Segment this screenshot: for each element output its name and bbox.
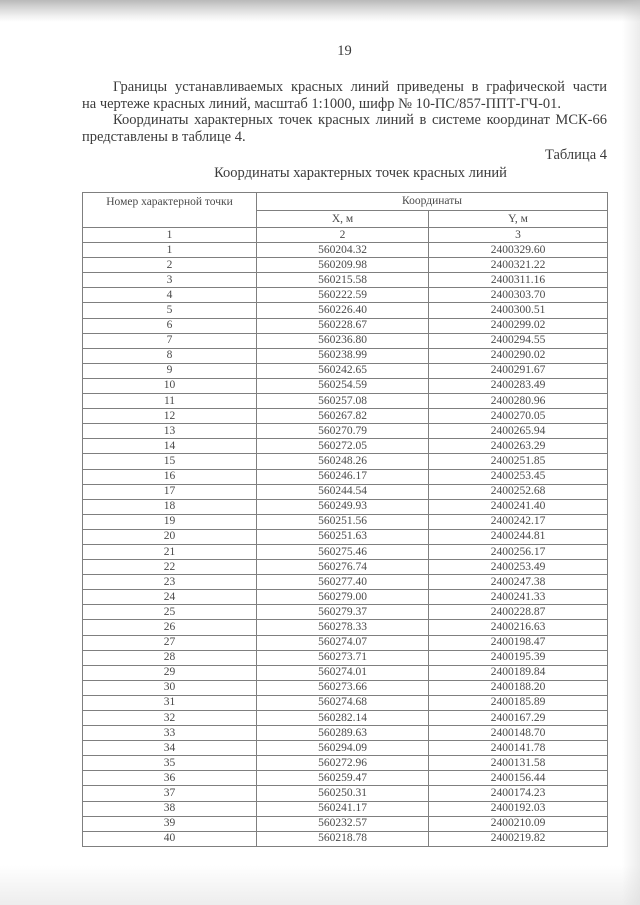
- table-row: [83, 605, 608, 620]
- cell-y: 2400256.17: [429, 544, 608, 559]
- cell-point-number: 1: [83, 243, 257, 258]
- cell-x: 560259.47: [257, 771, 429, 786]
- cell-x: 560279.37: [257, 605, 429, 620]
- scan-shading-bottom: [0, 865, 640, 905]
- cell-point-number: 26: [83, 620, 257, 635]
- cell-x: 560274.01: [257, 665, 429, 680]
- cell-point-number: 10: [83, 378, 257, 393]
- cell-x: 560251.63: [257, 529, 429, 544]
- cell-point-number: 5: [83, 303, 257, 318]
- header-x: X, м: [257, 211, 429, 228]
- table-row: [83, 394, 608, 409]
- cell-x: 560244.54: [257, 484, 429, 499]
- table-row: [83, 424, 608, 439]
- cell-point-number: 31: [83, 695, 257, 710]
- cell-y: 2400247.38: [429, 575, 608, 590]
- cell-x: 560294.09: [257, 741, 429, 756]
- header-y: Y, м: [429, 211, 608, 228]
- cell-point-number: 11: [83, 394, 257, 409]
- cell-point-number: 17: [83, 484, 257, 499]
- page-number: 19: [337, 43, 352, 59]
- cell-y: 2400300.51: [429, 303, 608, 318]
- scan-shading-right: [622, 0, 640, 905]
- table-row: [83, 801, 608, 816]
- cell-x: 560232.57: [257, 816, 429, 831]
- cell-y: 2400174.23: [429, 786, 608, 801]
- cell-x: 560226.40: [257, 303, 429, 318]
- cell-y: 2400198.47: [429, 635, 608, 650]
- cell-y: 2400195.39: [429, 650, 608, 665]
- cell-y: 2400141.78: [429, 741, 608, 756]
- table-row: [83, 363, 608, 378]
- paragraph-line: на чертеже красных линий, масштаб 1:1000, шифр № 10-ПС/857-ППТ-ГЧ-01.: [82, 95, 562, 112]
- cell-point-number: 15: [83, 454, 257, 469]
- cell-y: 2400167.29: [429, 711, 608, 726]
- paragraph-line: Координаты характерных точек красных линий в системе координат МСК-66: [113, 112, 607, 128]
- cell-x: 560238.99: [257, 348, 429, 363]
- table-row: [83, 439, 608, 454]
- cell-y: 2400252.68: [429, 484, 608, 499]
- cell-point-number: 25: [83, 605, 257, 620]
- cell-y: 2400251.85: [429, 454, 608, 469]
- table-row: [83, 303, 608, 318]
- cell-x: 560250.31: [257, 786, 429, 801]
- cell-y: 2400192.03: [429, 801, 608, 816]
- cell-point-number: 28: [83, 650, 257, 665]
- cell-y: 2400189.84: [429, 665, 608, 680]
- cell-point-number: 30: [83, 680, 257, 695]
- cell-point-number: 8: [83, 348, 257, 363]
- cell-point-number: 7: [83, 333, 257, 348]
- cell-x: 560282.14: [257, 711, 429, 726]
- paragraph-red-lines-drawing: [82, 79, 607, 112]
- cell-y: 2400263.29: [429, 439, 608, 454]
- table-row: [83, 741, 608, 756]
- cell-point-number: 39: [83, 816, 257, 831]
- table-row: [83, 680, 608, 695]
- cell-x: 560267.82: [257, 409, 429, 424]
- cell-x: 560274.68: [257, 695, 429, 710]
- cell-y: 2400216.63: [429, 620, 608, 635]
- cell-y: 2400329.60: [429, 243, 608, 258]
- table-row: [83, 695, 608, 710]
- cell-x: 560279.00: [257, 590, 429, 605]
- table-row: [83, 816, 608, 831]
- cell-y: 2400241.33: [429, 590, 608, 605]
- cell-y: 2400219.82: [429, 831, 608, 846]
- cell-point-number: 38: [83, 801, 257, 816]
- table-row: [83, 650, 608, 665]
- cell-y: 2400131.58: [429, 756, 608, 771]
- table-row: [83, 771, 608, 786]
- cell-point-number: 24: [83, 590, 257, 605]
- cell-y: 2400270.05: [429, 409, 608, 424]
- cell-y: 2400253.49: [429, 560, 608, 575]
- cell-x: 560272.96: [257, 756, 429, 771]
- cell-y: 2400265.94: [429, 424, 608, 439]
- cell-x: 560241.17: [257, 801, 429, 816]
- table-row: [83, 484, 608, 499]
- cell-x: 560204.32: [257, 243, 429, 258]
- table-row: [83, 786, 608, 801]
- table-row: [83, 514, 608, 529]
- scan-shading-top: [0, 0, 640, 22]
- cell-point-number: 36: [83, 771, 257, 786]
- cell-x: 560218.78: [257, 831, 429, 846]
- cell-y: 2400185.89: [429, 695, 608, 710]
- cell-x: 560272.05: [257, 439, 429, 454]
- table-row: [83, 258, 608, 273]
- cell-x: 560257.08: [257, 394, 429, 409]
- cell-point-number: 4: [83, 288, 257, 303]
- cell-x: 560248.26: [257, 454, 429, 469]
- table-row: [83, 711, 608, 726]
- table-row: [83, 273, 608, 288]
- column-number-cell: 2: [257, 228, 429, 243]
- cell-point-number: 3: [83, 273, 257, 288]
- cell-point-number: 18: [83, 499, 257, 514]
- column-number-cell: 1: [83, 228, 257, 243]
- cell-point-number: 37: [83, 786, 257, 801]
- table-row: [83, 348, 608, 363]
- cell-x: 560275.46: [257, 544, 429, 559]
- cell-point-number: 19: [83, 514, 257, 529]
- cell-x: 560274.07: [257, 635, 429, 650]
- cell-x: 560276.74: [257, 560, 429, 575]
- table-label: Таблица 4: [544, 147, 607, 163]
- cell-y: 2400290.02: [429, 348, 608, 363]
- table-row: [83, 333, 608, 348]
- cell-x: 560246.17: [257, 469, 429, 484]
- cell-y: 2400241.40: [429, 499, 608, 514]
- cell-x: 560209.98: [257, 258, 429, 273]
- cell-y: 2400242.17: [429, 514, 608, 529]
- table-row: [83, 288, 608, 303]
- table-row: [83, 499, 608, 514]
- cell-x: 560254.59: [257, 378, 429, 393]
- table-row: [83, 378, 608, 393]
- cell-y: 2400244.81: [429, 529, 608, 544]
- cell-x: 560278.33: [257, 620, 429, 635]
- cell-y: 2400303.70: [429, 288, 608, 303]
- table-row: [83, 318, 608, 333]
- paragraph-coordinates-system: [82, 112, 607, 145]
- cell-point-number: 9: [83, 363, 257, 378]
- table-row: [83, 469, 608, 484]
- cell-point-number: 22: [83, 560, 257, 575]
- cell-point-number: 27: [83, 635, 257, 650]
- cell-y: 2400210.09: [429, 816, 608, 831]
- cell-y: 2400156.44: [429, 771, 608, 786]
- cell-point-number: 6: [83, 318, 257, 333]
- table-row: [83, 575, 608, 590]
- cell-y: 2400311.16: [429, 273, 608, 288]
- table-row: [83, 454, 608, 469]
- table-row: [83, 529, 608, 544]
- cell-y: 2400148.70: [429, 726, 608, 741]
- cell-y: 2400291.67: [429, 363, 608, 378]
- cell-x: 560277.40: [257, 575, 429, 590]
- cell-x: 560273.66: [257, 680, 429, 695]
- cell-point-number: 35: [83, 756, 257, 771]
- paragraph-line: представлены в таблице 4.: [82, 128, 246, 145]
- cell-x: 560222.59: [257, 288, 429, 303]
- cell-x: 560215.58: [257, 273, 429, 288]
- table-row: [83, 409, 608, 424]
- cell-point-number: 12: [83, 409, 257, 424]
- cell-point-number: 20: [83, 529, 257, 544]
- table-body: [83, 243, 608, 847]
- table-row: [83, 635, 608, 650]
- cell-point-number: 29: [83, 665, 257, 680]
- cell-point-number: 34: [83, 741, 257, 756]
- cell-x: 560289.63: [257, 726, 429, 741]
- table-title: Координаты характерных точек красных линий: [214, 165, 507, 181]
- table-row: [83, 620, 608, 635]
- table-row: [83, 665, 608, 680]
- cell-point-number: 2: [83, 258, 257, 273]
- cell-point-number: 23: [83, 575, 257, 590]
- cell-y: 2400280.96: [429, 394, 608, 409]
- cell-point-number: 13: [83, 424, 257, 439]
- cell-point-number: 40: [83, 831, 257, 846]
- cell-point-number: 14: [83, 439, 257, 454]
- table-row: [83, 831, 608, 846]
- header-coordinates: Координаты: [257, 193, 608, 211]
- cell-y: 2400253.45: [429, 469, 608, 484]
- header-point-number: Номер характерной точки: [83, 193, 257, 228]
- column-number-row: [83, 228, 608, 243]
- table-row: [83, 756, 608, 771]
- cell-y: 2400299.02: [429, 318, 608, 333]
- cell-x: 560249.93: [257, 499, 429, 514]
- table-row: [83, 544, 608, 559]
- cell-x: 560273.71: [257, 650, 429, 665]
- table-row: [83, 726, 608, 741]
- cell-x: 560270.79: [257, 424, 429, 439]
- coordinates-table: [82, 192, 608, 847]
- cell-y: 2400283.49: [429, 378, 608, 393]
- cell-point-number: 33: [83, 726, 257, 741]
- table-row: [83, 560, 608, 575]
- cell-y: 2400228.87: [429, 605, 608, 620]
- paragraph-line: Границы устанавливаемых красных линий приведены в графической части: [113, 79, 607, 95]
- table-row: [83, 243, 608, 258]
- cell-x: 560236.80: [257, 333, 429, 348]
- table-header: [83, 193, 608, 243]
- cell-y: 2400188.20: [429, 680, 608, 695]
- cell-x: 560228.67: [257, 318, 429, 333]
- cell-point-number: 32: [83, 711, 257, 726]
- header-row: [83, 193, 608, 211]
- cell-y: 2400294.55: [429, 333, 608, 348]
- table-row: [83, 590, 608, 605]
- cell-point-number: 16: [83, 469, 257, 484]
- cell-y: 2400321.22: [429, 258, 608, 273]
- cell-x: 560242.65: [257, 363, 429, 378]
- cell-point-number: 21: [83, 544, 257, 559]
- cell-x: 560251.56: [257, 514, 429, 529]
- column-number-cell: 3: [429, 228, 608, 243]
